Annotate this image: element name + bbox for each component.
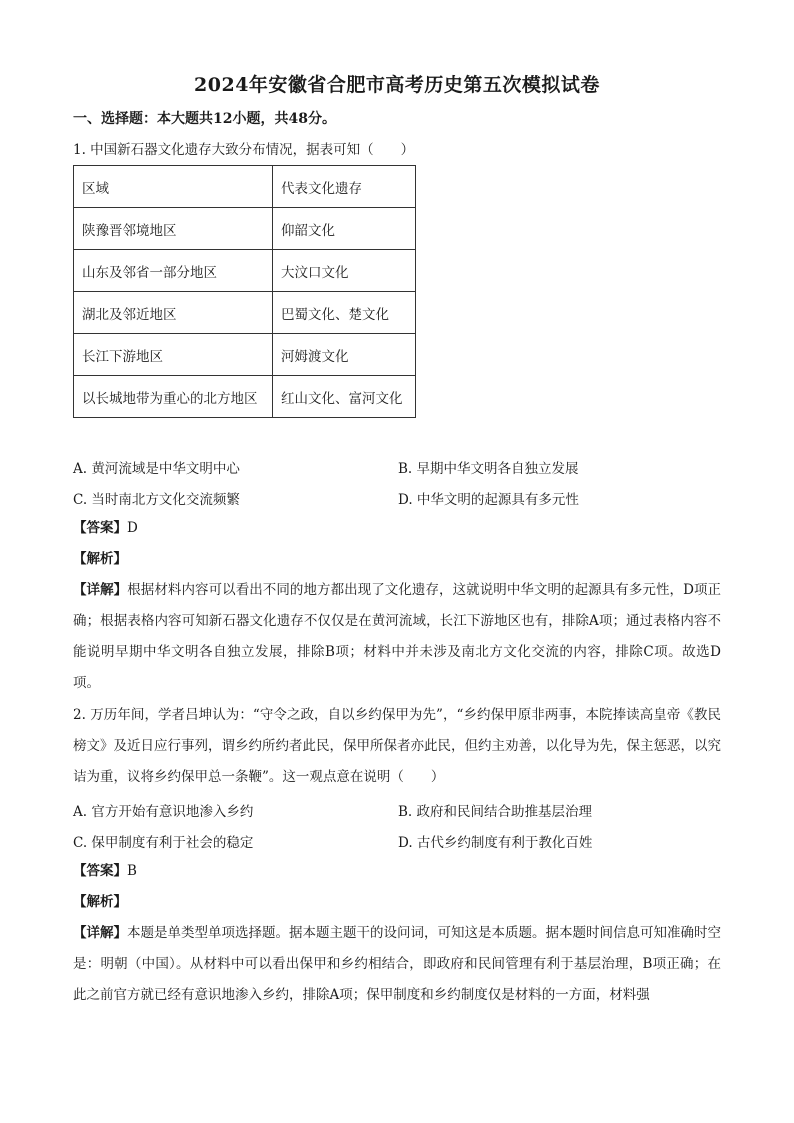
q2-detail (73, 918, 721, 1011)
table-cell-region: 陕豫晋邻境地区 (74, 208, 273, 250)
q2-option-d: D. 古代乡约制度有利于教化百姓 (398, 835, 593, 851)
table-header-cell: 代表文化遗存 (273, 166, 416, 208)
table-cell-culture: 红山文化、富河文化 (273, 376, 416, 418)
q1-option-d: D. 中华文明的起源具有多元性 (398, 492, 579, 508)
answer-label: 【答案】 (73, 863, 127, 879)
q1-option-b: B. 早期中华文明各自独立发展 (398, 461, 579, 477)
q1-detail (73, 575, 721, 699)
analysis-label: 【解析】 (73, 551, 127, 567)
analysis-label: 【解析】 (73, 894, 127, 910)
table-row (74, 250, 416, 292)
q1-analysis-label (73, 550, 127, 568)
table-cell-region: 山东及邻省一部分地区 (74, 250, 273, 292)
table-header-row (74, 166, 416, 208)
detail-label: 【详解】 (73, 582, 128, 598)
table-row (74, 208, 416, 250)
table-cell-culture: 仰韶文化 (273, 208, 416, 250)
table-cell-region: 以长城地带为重心的北方地区 (74, 376, 273, 418)
section-heading: 一、选择题：本大题共12小题，共48分。 (73, 111, 336, 127)
question-1-stem: 1. 中国新石器文化遗存大致分布情况，据表可知（ ） (73, 142, 415, 158)
answer-value: D (127, 520, 138, 536)
q2-option-b: B. 政府和民间结合助推基层治理 (398, 804, 593, 820)
table-row (74, 334, 416, 376)
detail-text: 根据材料内容可以看出不同的地方都出现了文化遗存，这就说明中华文明的起源具有多元性，D项正确；根据表格内容可知新石器文化遗存不仅仅是在黄河流域，长江下游地区也有，排除A项；通过表格内容不能说明早期中华文明各自独立发展，排除B项；材料中并未涉及南北方文化交流的内容，排除C项。故选D项。 (73, 582, 722, 691)
q2-option-a: A. 官方开始有意识地渗入乡约 (73, 804, 254, 820)
answer-value: B (127, 863, 137, 879)
table-row (74, 376, 416, 418)
table-cell-culture: 大汶口文化 (273, 250, 416, 292)
culture-table (73, 165, 416, 418)
detail-text: 本题是单类型单项选择题。据本题主题干的设问词，可知这是本质题。据本题时间信息可知准确时空是：明朝（中国）。从材料中可以看出保甲和乡约相结合，即政府和民间管理有利于基层治理，B项正确；在此之前官方就已经有意识地渗入乡约，排除A项；保甲制度和乡约制度仅是材料的一方面，材料强 (73, 925, 721, 1003)
table-cell-region: 湖北及邻近地区 (74, 292, 273, 334)
table-cell-region: 长江下游地区 (74, 334, 273, 376)
q1-option-a: A. 黄河流域是中华文明中心 (73, 461, 240, 477)
table-cell-culture: 巴蜀文化、楚文化 (273, 292, 416, 334)
q1-option-c: C. 当时南北方文化交流频繁 (73, 492, 240, 508)
q2-answer (73, 862, 137, 880)
q2-analysis-label (73, 893, 127, 911)
table-row (74, 292, 416, 334)
table-cell-culture: 河姆渡文化 (273, 334, 416, 376)
q1-answer (73, 519, 138, 537)
detail-label: 【详解】 (73, 925, 127, 941)
q2-option-c: C. 保甲制度有利于社会的稳定 (73, 835, 254, 851)
question-2-stem: 2. 万历年间，学者吕坤认为：“守令之政，自以乡约保甲为先”，“乡约保甲原非两事，本院捧读高皇帝《教民榜文》及近日应行事列，谓乡约所约者此民，保甲所保者亦此民，但约主劝善，以化导为先，保主惩恶，以究诘为重，议将乡约保甲总一条鞭”。这一观点意在说明（ ） (73, 707, 721, 785)
answer-label: 【答案】 (73, 520, 127, 536)
page-title: 2024年安徽省合肥市高考历史第五次模拟试卷 (194, 74, 600, 96)
table-header-cell: 区域 (74, 166, 273, 208)
